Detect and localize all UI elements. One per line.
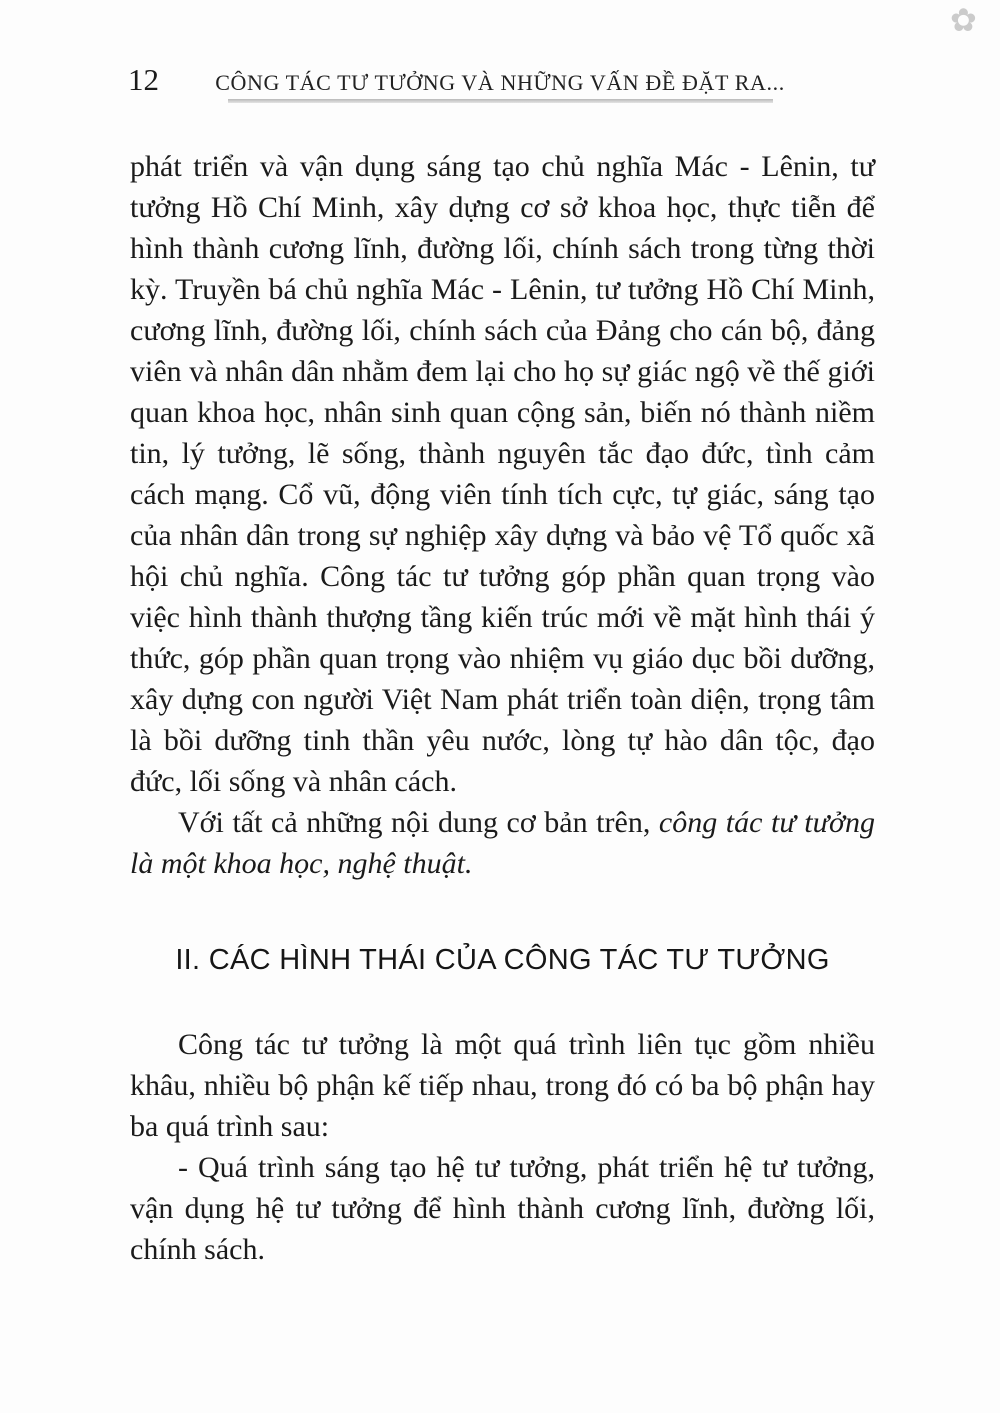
paragraph-process-intro: Công tác tư tưởng là một quá trình liên tục gồm nhiều khâu, nhiều bộ phận kế tiếp nhau, trong đó có ba bộ phận hay ba quá trình sau: bbox=[130, 1027, 875, 1143]
paragraph-summary-normal-text: Với tất cả những nội dung cơ bản trên, bbox=[178, 806, 659, 839]
page-number: 12 bbox=[128, 62, 159, 97]
body-text-block bbox=[130, 146, 875, 1270]
paragraph-summary bbox=[130, 802, 875, 884]
running-header-title: CÔNG TÁC TƯ TƯỞNG VÀ NHỮNG VẤN ĐỀ ĐẶT RA... bbox=[215, 70, 785, 95]
paragraph-process-item: - Quá trình sáng tạo hệ tư tưởng, phát triển hệ tư tưởng, vận dụng hệ tư tưởng để hình thành cương lĩnh, đường lối, chính sách. bbox=[130, 1150, 875, 1266]
paragraph-continuation: phát triển và vận dụng sáng tạo chủ nghĩa Mác - Lênin, tư tưởng Hồ Chí Minh, xây dựng cơ sở khoa học, thực tiễn để hình thành cương lĩnh, đường lối, chính sách trong từng thời kỳ. Truyền bá chủ nghĩa Mác - Lênin, tư tưởng Hồ Chí Minh, cương lĩnh, đường lối, chính sách của Đảng cho cán bộ, đảng viên và nhân dân nhằm đem lại cho họ sự giác ngộ về thế giới quan khoa học, nhân sinh quan cộng sản, biến nó thành niềm tin, lý tưởng, lẽ sống, thành nguyên tắc đạo đức, tình cảm cách mạng. Cổ vũ, động viên tính tích cực, tự giác, sáng tạo của nhân dân trong sự nghiệp xây dựng và bảo vệ Tổ quốc xã hội chủ nghĩa. Công tác tư tưởng góp phần quan trọng vào việc hình thành thượng tầng kiến trúc mới về mặt hình thái ý thức, góp phần quan trọng vào nhiệm vụ giáo dục bồi dưỡng, xây dựng con người Việt Nam phát triển toàn diện, trọng tâm là bồi dưỡng tinh thần yêu nước, lòng tự hào dân tộc, đạo đức, lối sống và nhân cách. bbox=[130, 150, 875, 798]
header-rule bbox=[228, 99, 773, 103]
section-heading: II. CÁC HÌNH THÁI CỦA CÔNG TÁC TƯ TƯỞNG bbox=[175, 944, 830, 976]
flower-ornament-icon: ✿ bbox=[950, 2, 977, 38]
paragraph-summary-italic-text: công tác tư tưởng là một khoa học, nghệ thuật. bbox=[130, 806, 875, 880]
